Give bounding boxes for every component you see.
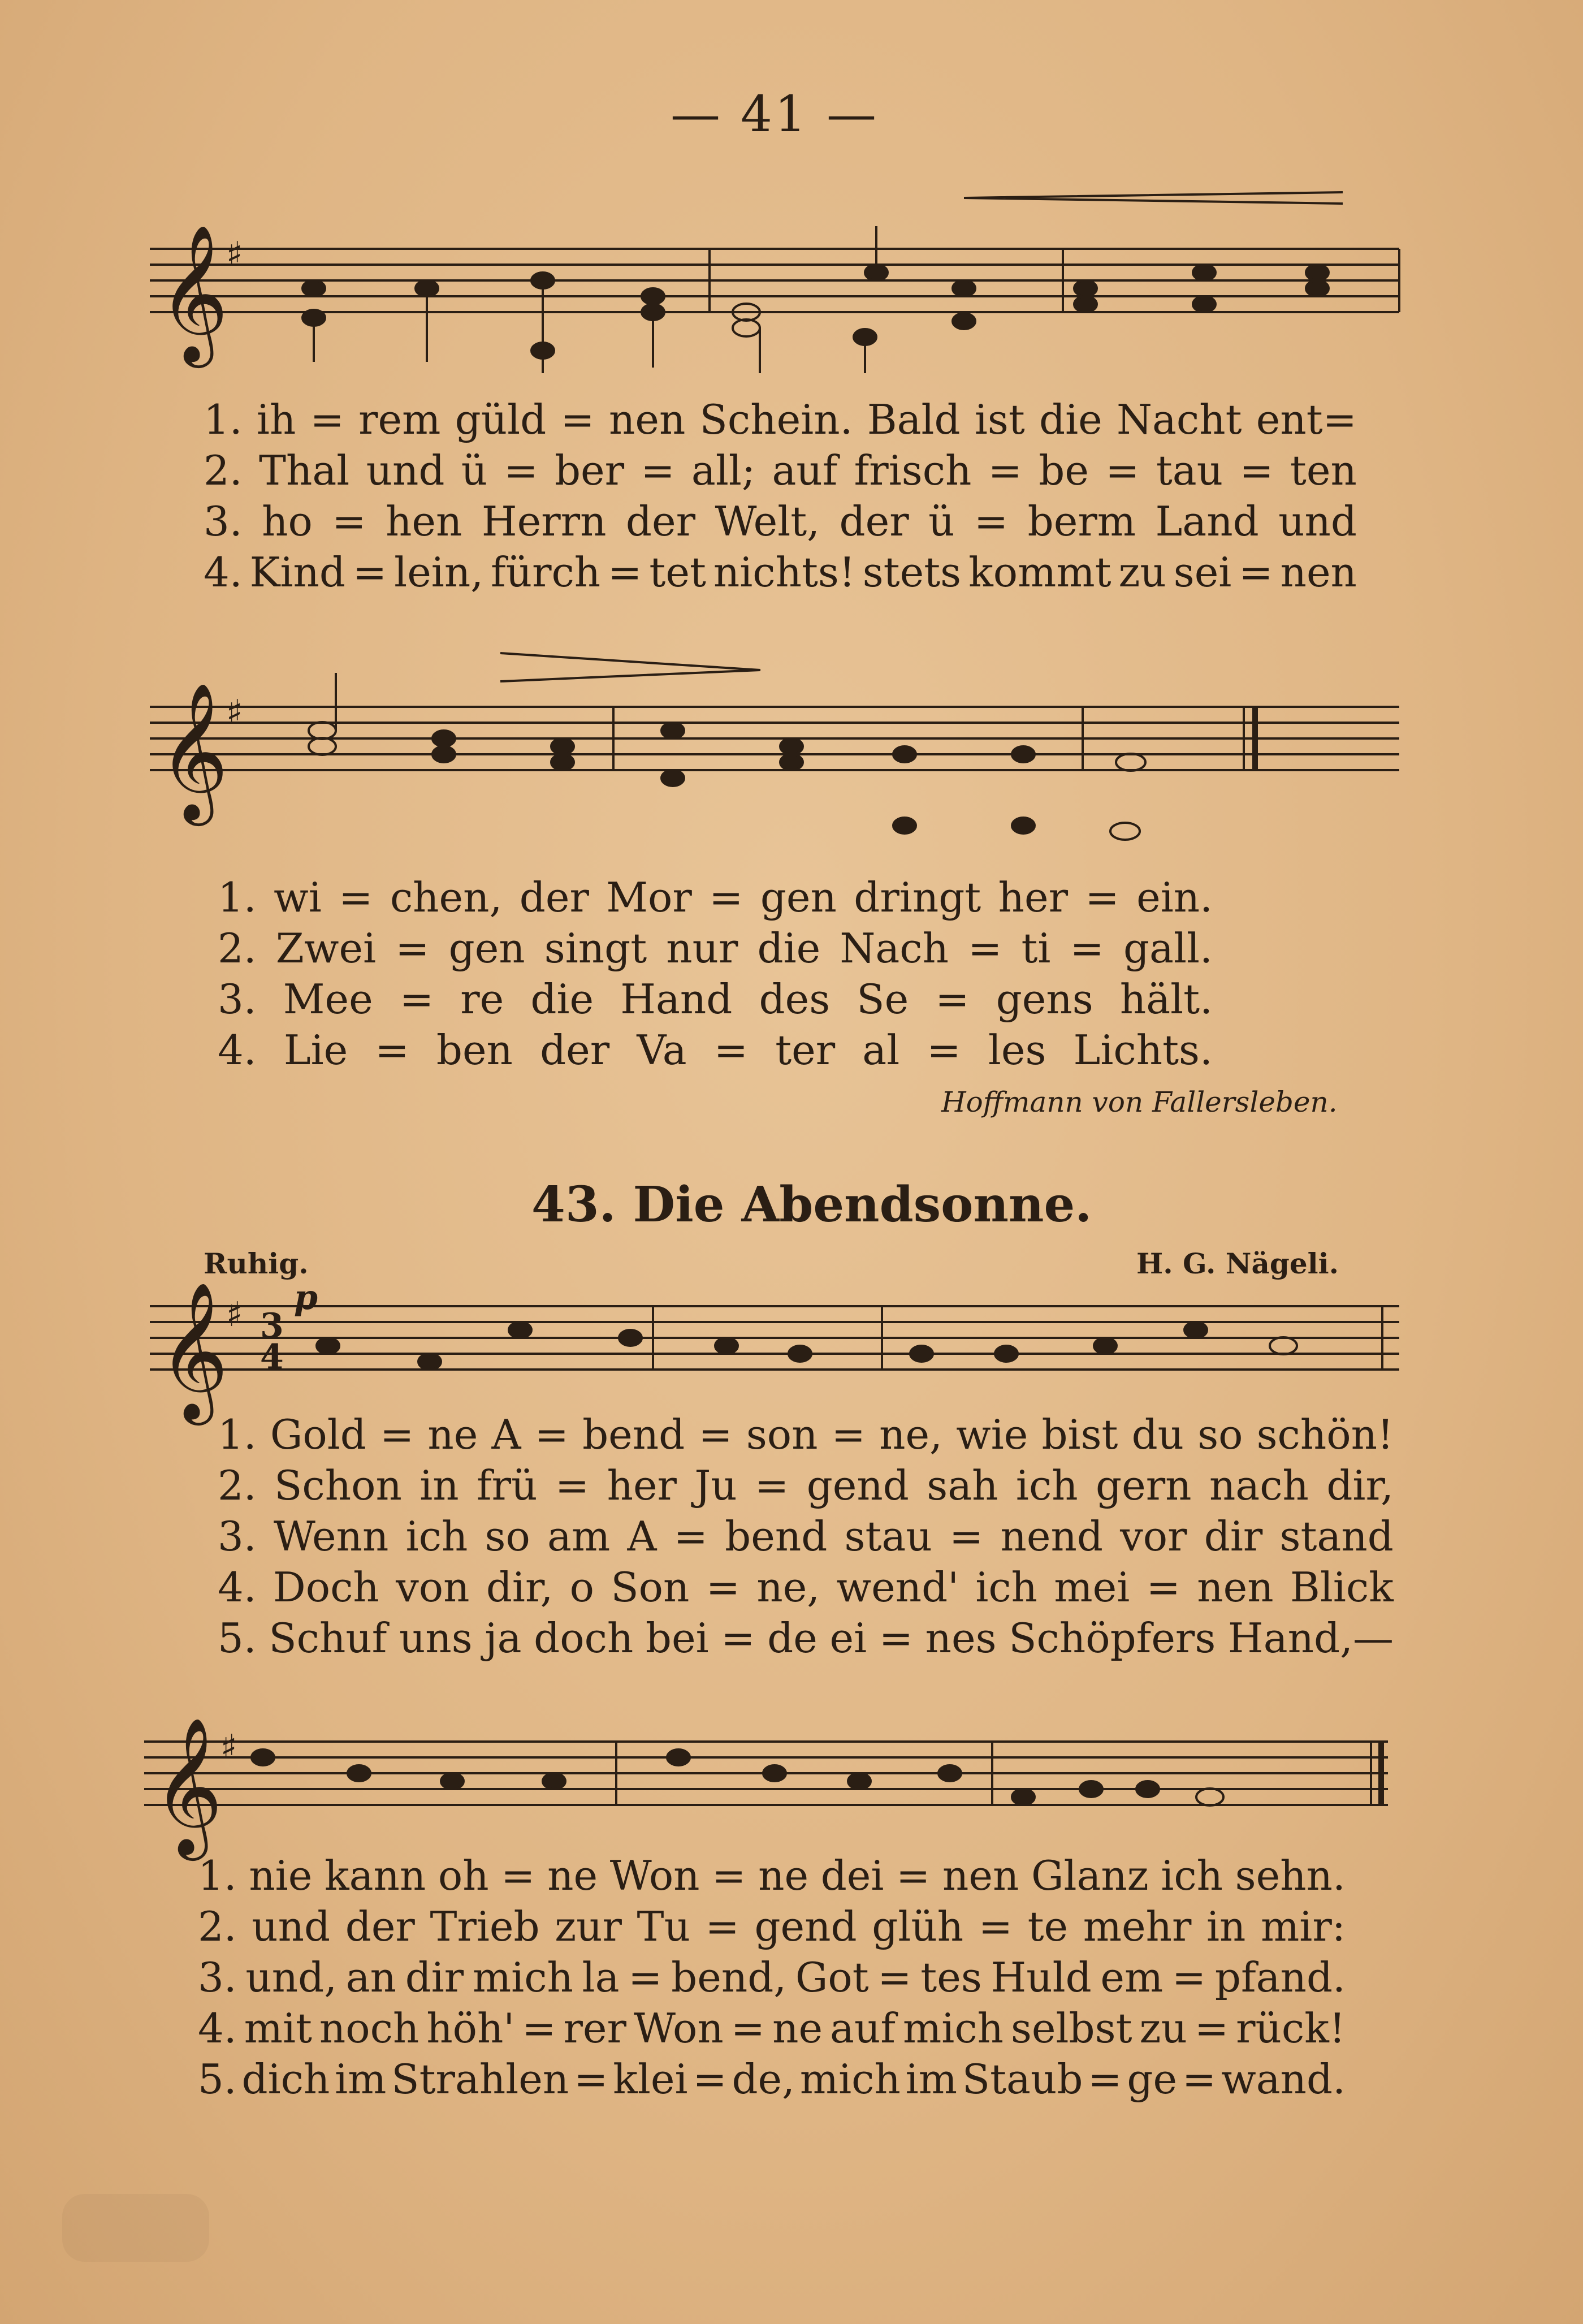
lyric-syllable: Se xyxy=(857,975,909,1023)
lyric-syllable: ja xyxy=(485,1614,522,1662)
lyric-line xyxy=(218,1563,1394,1611)
lyric-syllable: sehn. xyxy=(1235,1852,1346,1899)
attribution: Hoffmann von Fallersleben. xyxy=(941,1086,1338,1118)
lyric-syllable: nen xyxy=(942,1852,1019,1899)
lyric-syllable: chen, xyxy=(390,874,503,921)
verse-number: 3. xyxy=(204,498,243,545)
lyric-line xyxy=(204,548,1357,596)
lyric-syllable: der xyxy=(839,498,909,545)
lyric-syllable: dir xyxy=(1204,1513,1263,1560)
lyric-syllable: bend xyxy=(582,1411,685,1458)
svg-text:♯: ♯ xyxy=(226,235,243,274)
lyric-syllable: Gold xyxy=(270,1411,366,1458)
lyric-syllable: der xyxy=(345,1903,415,1950)
lyric-syllable: gen xyxy=(448,925,525,972)
lyric-syllable: und xyxy=(252,1903,331,1950)
lyric-syllable: mich xyxy=(902,2005,1004,2052)
lyric-syllable: frisch xyxy=(854,447,972,494)
lyric-syllable: dringt xyxy=(854,874,981,921)
lyric-syllable: bend, xyxy=(671,1954,787,2001)
svg-text:𝄞: 𝄞 xyxy=(153,1716,223,1855)
lyric-line xyxy=(218,1614,1394,1662)
lyric-syllable: Schon xyxy=(274,1462,402,1509)
svg-text:𝄞: 𝄞 xyxy=(158,1281,229,1419)
lyric-syllable: gern xyxy=(1096,1462,1192,1509)
lyric-syllable: auf xyxy=(772,447,838,494)
lyric-syllable: zu xyxy=(1118,548,1166,596)
verse-number: 4. xyxy=(218,1026,257,1074)
lyric-line xyxy=(218,1462,1394,1509)
lyric-syllable: = xyxy=(555,1462,590,1509)
lyric-syllable: ber xyxy=(554,447,625,494)
lyric-syllable: Lie xyxy=(283,1026,348,1074)
lyric-syllable: = xyxy=(978,1903,1013,1950)
verse-number: 1. xyxy=(204,396,243,443)
verse-number: 1. xyxy=(218,1411,257,1458)
lyric-syllable: Nach xyxy=(840,925,949,972)
lyric-syllable: und, xyxy=(245,1954,338,2001)
lyric-syllable: dir, xyxy=(1326,1462,1394,1509)
lyric-syllable: = xyxy=(879,1614,914,1662)
lyric-syllable: = xyxy=(1239,548,1273,596)
lyric-line xyxy=(198,1852,1346,1899)
lyric-syllable: ent= xyxy=(1256,396,1357,443)
lyric-line xyxy=(198,1903,1346,1950)
lyric-syllable: Trieb xyxy=(430,1903,540,1950)
lyric-syllable: la xyxy=(582,1954,620,2001)
lyric-syllable: = xyxy=(574,2055,608,2103)
lyric-syllable: wie xyxy=(956,1411,1028,1458)
song-title: 43. Die Abendsonne. xyxy=(531,1176,1092,1233)
lyric-syllable: die xyxy=(757,925,821,972)
lyric-syllable: ü xyxy=(461,447,488,494)
lyric-syllable: her xyxy=(607,1462,677,1509)
page-number: — 41 — xyxy=(671,85,879,143)
lyric-syllable: mich xyxy=(799,2055,901,2103)
tempo-marking: Ruhig. xyxy=(204,1247,309,1280)
lyric-syllable: ti xyxy=(1021,925,1051,972)
lyric-syllable: ne xyxy=(547,1852,598,1899)
lyric-syllable: Tu xyxy=(637,1903,690,1950)
lyric-syllable: rer xyxy=(563,2005,626,2052)
lyric-syllable: A xyxy=(627,1513,657,1560)
svg-text:𝄞: 𝄞 xyxy=(158,223,229,362)
lyric-syllable: des xyxy=(759,975,831,1023)
lyric-syllable: gall. xyxy=(1123,925,1213,972)
lyric-syllable: = xyxy=(755,1462,789,1509)
lyric-syllable: = xyxy=(1105,447,1140,494)
lyric-syllable: Son xyxy=(611,1563,690,1611)
lyric-syllable: = xyxy=(534,1411,569,1458)
lyric-syllable: Mor xyxy=(606,874,692,921)
lyric-syllable: son xyxy=(746,1411,818,1458)
lyric-syllable: = xyxy=(712,1852,746,1899)
lyric-syllable: = xyxy=(968,925,1002,972)
lyric-syllable: von xyxy=(396,1563,470,1611)
lyric-syllable: Strahlen xyxy=(391,2055,569,2103)
lyric-syllable: rück! xyxy=(1236,2005,1346,2052)
lyric-syllable: Thal xyxy=(258,447,350,494)
lyric-syllable: Ju xyxy=(694,1462,737,1509)
lyric-line xyxy=(198,2055,1346,2103)
lyric-syllable: = xyxy=(332,498,366,545)
lyric-syllable: stau xyxy=(844,1513,932,1560)
lyric-syllable: in xyxy=(419,1462,459,1509)
staff-1 xyxy=(150,192,1399,312)
lyric-syllable: und xyxy=(366,447,445,494)
lyric-syllable: mehr xyxy=(1083,1903,1192,1950)
lyric-syllable: = xyxy=(1182,2055,1217,2103)
lyric-syllable: Schöpfers xyxy=(1009,1614,1216,1662)
lyric-syllable: = xyxy=(896,1852,931,1899)
lyric-syllable: = xyxy=(504,447,538,494)
lyric-syllable: = xyxy=(705,1903,739,1950)
paper-stain xyxy=(62,2194,209,2262)
lyric-line xyxy=(218,1026,1213,1074)
lyric-syllable: re xyxy=(460,975,504,1023)
lyric-line xyxy=(198,2005,1346,2052)
lyric-syllable: nend xyxy=(1000,1513,1103,1560)
lyric-syllable: glüh xyxy=(872,1903,964,1950)
lyric-syllable: = xyxy=(628,1954,663,2001)
lyric-syllable: Lichts. xyxy=(1073,1026,1213,1074)
lyric-syllable: nen xyxy=(1280,548,1357,596)
lyric-syllable: nen xyxy=(1197,1563,1274,1611)
lyric-syllable: Hand,— xyxy=(1227,1614,1394,1662)
svg-text:♯: ♯ xyxy=(226,693,243,732)
lyric-syllable: dir, xyxy=(486,1563,553,1611)
lyric-syllable: selbst xyxy=(1010,2005,1132,2052)
lyric-syllable: ne xyxy=(427,1411,478,1458)
lyric-syllable: ist xyxy=(974,396,1025,443)
notes-staff-2 xyxy=(309,673,1145,840)
lyric-syllable: bend xyxy=(725,1513,828,1560)
lyric-syllable: höh' xyxy=(426,2005,515,2052)
lyric-syllable: = xyxy=(721,1614,755,1662)
lyric-syllable: mir: xyxy=(1261,1903,1346,1950)
lyric-syllable: ich xyxy=(1161,1852,1223,1899)
lyric-syllable: = xyxy=(988,447,1022,494)
lyric-syllable: = xyxy=(1146,1563,1180,1611)
lyric-syllable: klei xyxy=(613,2055,688,2103)
lyric-syllable: ne xyxy=(772,2005,823,2052)
lyric-syllable: sei xyxy=(1173,548,1232,596)
lyric-syllable: em xyxy=(1100,1954,1164,2001)
verse-number: 2. xyxy=(204,447,243,494)
lyric-syllable: = xyxy=(1194,2005,1229,2052)
lyric-syllable: = xyxy=(1239,447,1274,494)
lyric-syllable: schön! xyxy=(1256,1411,1394,1458)
lyric-syllable: dich xyxy=(241,2055,330,2103)
lyric-syllable: du xyxy=(1131,1411,1184,1458)
lyric-syllable: = xyxy=(949,1513,984,1560)
dynamic-marking: p xyxy=(294,1278,318,1317)
lyric-syllable: hen xyxy=(386,498,462,545)
lyric-line xyxy=(204,396,1357,443)
lyric-syllable: gens xyxy=(996,975,1093,1023)
lyric-syllable: an xyxy=(345,1954,397,2001)
lyric-syllable: nach xyxy=(1209,1462,1309,1509)
lyric-line xyxy=(218,874,1213,921)
lyric-syllable: Got xyxy=(795,1954,869,2001)
verse-number: 4. xyxy=(218,1563,257,1611)
lyric-syllable: Schuf xyxy=(269,1614,387,1662)
lyric-syllable: = xyxy=(522,2005,556,2052)
lyric-syllable: kommt xyxy=(968,548,1111,596)
lyric-syllable: die xyxy=(1039,396,1102,443)
lyric-syllable: ne xyxy=(758,1852,809,1899)
lyric-syllable: = xyxy=(706,1563,741,1611)
lyric-syllable: = xyxy=(395,925,430,972)
lyric-syllable: ich xyxy=(1015,1462,1078,1509)
verse-number: 2. xyxy=(218,1462,257,1509)
lyric-syllable: zu xyxy=(1139,2005,1187,2052)
verse-number: 1. xyxy=(218,874,257,921)
lyric-syllable: frü xyxy=(477,1462,538,1509)
lyric-syllable: = xyxy=(560,396,595,443)
verse-number: 3. xyxy=(198,1954,237,2001)
lyric-syllable: = xyxy=(709,874,743,921)
lyric-syllable: der xyxy=(540,1026,610,1074)
lyric-syllable: = xyxy=(673,1513,708,1560)
time-signature-top: 3 xyxy=(260,1306,284,1346)
lyric-syllable: A xyxy=(491,1411,521,1458)
lyric-syllable: Nacht xyxy=(1116,396,1242,443)
lyric-syllable: = xyxy=(641,447,675,494)
lyric-syllable: = xyxy=(608,548,642,596)
lyric-syllable: gend xyxy=(754,1903,857,1950)
lyric-syllable: Herrn xyxy=(481,498,607,545)
lyric-syllable: ü xyxy=(928,498,955,545)
lyric-syllable: = xyxy=(375,1026,409,1074)
lyric-syllable: Glanz xyxy=(1031,1852,1149,1899)
svg-text:𝄞: 𝄞 xyxy=(158,681,229,820)
lyric-syllable: so xyxy=(1197,1411,1243,1458)
lyric-syllable: = xyxy=(501,1852,535,1899)
lyric-syllable: gend xyxy=(806,1462,909,1509)
lyric-syllable: berm xyxy=(1027,498,1136,545)
lyric-syllable: im xyxy=(335,2055,387,2103)
lyric-syllable: doch xyxy=(534,1614,634,1662)
lyric-syllable: nur xyxy=(666,925,738,972)
lyric-line xyxy=(204,498,1357,545)
lyric-syllable: tau xyxy=(1156,447,1223,494)
lyric-syllable: = xyxy=(310,396,344,443)
lyric-syllable: = xyxy=(352,548,387,596)
lyric-syllable: dei xyxy=(820,1852,884,1899)
lyric-syllable: ne, xyxy=(879,1411,942,1458)
lyric-syllable: Kind xyxy=(249,548,345,596)
lyric-syllable: les xyxy=(988,1026,1046,1074)
lyric-syllable: ter xyxy=(775,1026,836,1074)
lyric-syllable: = xyxy=(935,975,970,1023)
lyric-syllable: be xyxy=(1039,447,1089,494)
lyric-syllable: = xyxy=(399,975,434,1023)
lyric-syllable: tet xyxy=(649,548,706,596)
lyric-syllable: kann xyxy=(324,1852,426,1899)
lyric-syllable: bei xyxy=(645,1614,709,1662)
lyric-syllable: güld xyxy=(455,396,547,443)
lyric-syllable: lein, xyxy=(394,548,484,596)
lyric-syllable: Huld xyxy=(991,1954,1092,2001)
lyric-syllable: ei xyxy=(829,1614,867,1662)
lyric-syllable: Land xyxy=(1155,498,1259,545)
verse-number: 5. xyxy=(198,2055,237,2103)
lyric-syllable: Zwei xyxy=(275,925,377,972)
lyric-syllable: al xyxy=(862,1026,900,1074)
lyric-syllable: ih xyxy=(256,396,296,443)
verse-number: 2. xyxy=(218,925,257,972)
lyric-syllable: ho xyxy=(262,498,313,545)
verse-number: 5. xyxy=(218,1614,257,1662)
lyric-syllable: der xyxy=(519,874,589,921)
lyric-syllable: nichts! xyxy=(713,548,855,596)
lyric-syllable: = xyxy=(1070,925,1104,972)
lyric-syllable: = xyxy=(339,874,373,921)
lyric-syllable: te xyxy=(1027,1903,1069,1950)
lyric-syllable: in xyxy=(1206,1903,1246,1950)
lyric-syllable: = xyxy=(974,498,1009,545)
lyric-syllable: Va xyxy=(637,1026,687,1074)
lyric-syllable: vor xyxy=(1120,1513,1187,1560)
lyric-syllable: wend' xyxy=(836,1563,959,1611)
lyric-syllable: mei xyxy=(1054,1563,1130,1611)
lyric-syllable: uns xyxy=(399,1614,473,1662)
lyric-syllable: und xyxy=(1278,498,1357,545)
lyric-syllable: sah xyxy=(927,1462,998,1509)
lyric-syllable: fürch xyxy=(491,548,601,596)
lyric-syllable: = xyxy=(831,1411,866,1458)
lyric-syllable: noch xyxy=(319,2005,419,2052)
verse-number: 3. xyxy=(218,1513,257,1560)
lyric-syllable: stets xyxy=(862,548,962,596)
lyric-syllable: der xyxy=(625,498,696,545)
lyric-syllable: hält. xyxy=(1119,975,1213,1023)
lyric-line xyxy=(218,975,1213,1023)
verse-number: 1. xyxy=(198,1852,237,1899)
lyric-syllable: Blick xyxy=(1290,1563,1394,1611)
lyric-syllable: mich xyxy=(472,1954,573,2001)
lyric-syllable: bist xyxy=(1041,1411,1118,1458)
lyric-syllable: Wenn xyxy=(273,1513,389,1560)
lyric-syllable: = xyxy=(713,1026,749,1074)
lyric-syllable: = xyxy=(698,1411,733,1458)
lyric-syllable: Staub xyxy=(962,2055,1083,2103)
lyric-syllable: gen xyxy=(760,874,837,921)
lyric-line xyxy=(218,925,1213,972)
lyric-syllable: = xyxy=(927,1026,961,1074)
lyric-syllable: Won xyxy=(609,1852,700,1899)
lyric-syllable: wand. xyxy=(1221,2055,1346,2103)
lyric-syllable: Mee xyxy=(283,975,373,1023)
lyric-syllable: wi xyxy=(274,874,322,921)
lyric-syllable: ein. xyxy=(1136,874,1213,921)
lyric-syllable: = xyxy=(693,2055,727,2103)
composer: H. G. Nägeli. xyxy=(1136,1247,1339,1280)
lyric-syllable: stand xyxy=(1279,1513,1394,1560)
lyric-line xyxy=(204,447,1357,494)
lyric-syllable: = xyxy=(1171,1954,1206,2001)
lyric-syllable: pfand. xyxy=(1214,1954,1346,2001)
verse-number: 4. xyxy=(204,548,243,596)
lyric-syllable: mit xyxy=(244,2005,312,2052)
lyric-syllable: oh xyxy=(438,1852,489,1899)
lyric-syllable: all; xyxy=(691,447,756,494)
lyric-syllable: = xyxy=(730,2005,765,2052)
lyric-syllable: ich xyxy=(405,1513,468,1560)
lyric-syllable: nen xyxy=(608,396,686,443)
lyric-syllable: im xyxy=(905,2055,957,2103)
lyric-syllable: o xyxy=(569,1563,595,1611)
svg-text:♯: ♯ xyxy=(220,1727,237,1767)
lyric-syllable: nes xyxy=(925,1614,997,1662)
lyric-syllable: Welt, xyxy=(715,498,820,545)
lyric-syllable: Hand xyxy=(620,975,733,1023)
lyric-syllable: nie xyxy=(249,1852,313,1899)
lyric-syllable: = xyxy=(1088,2055,1122,2103)
lyric-syllable: am xyxy=(547,1513,611,1560)
lyric-line xyxy=(198,1954,1346,2001)
lyric-syllable: Doch xyxy=(273,1563,379,1611)
notes-staff-3 xyxy=(317,1322,1297,1370)
lyric-syllable: ge xyxy=(1127,2055,1178,2103)
staff-3 xyxy=(150,1306,1399,1370)
verse-number: 4. xyxy=(198,2005,237,2052)
lyric-syllable: ne, xyxy=(756,1563,820,1611)
verse-number: 2. xyxy=(198,1903,237,1950)
lyric-syllable: = xyxy=(877,1954,912,2001)
lyric-syllable: singt xyxy=(544,925,647,972)
lyric-syllable: zur xyxy=(555,1903,622,1950)
lyric-syllable: her xyxy=(998,874,1068,921)
lyric-syllable: Won xyxy=(633,2005,724,2052)
lyric-line xyxy=(218,1513,1394,1560)
lyric-syllable: ich xyxy=(975,1563,1038,1611)
lyric-syllable: tes xyxy=(920,1954,982,2001)
lyric-syllable: dir xyxy=(405,1954,464,2001)
lyric-syllable: = xyxy=(379,1411,414,1458)
lyric-syllable: = xyxy=(1085,874,1119,921)
lyric-syllable: ten xyxy=(1290,447,1357,494)
lyric-syllable: Bald xyxy=(867,396,961,443)
lyric-syllable: rem xyxy=(358,396,441,443)
lyric-syllable: so xyxy=(485,1513,530,1560)
lyric-syllable: Schein. xyxy=(699,396,853,443)
lyric-syllable: auf xyxy=(830,2005,896,2052)
svg-text:♯: ♯ xyxy=(226,1295,243,1334)
lyric-syllable: die xyxy=(530,975,594,1023)
lyric-syllable: ben xyxy=(436,1026,513,1074)
verse-number: 3. xyxy=(218,975,257,1023)
staff-2 xyxy=(150,653,1399,770)
time-signature-bottom: 4 xyxy=(260,1337,284,1377)
lyric-syllable: de xyxy=(767,1614,818,1662)
lyric-line xyxy=(218,1411,1394,1458)
lyric-syllable: de, xyxy=(732,2055,795,2103)
